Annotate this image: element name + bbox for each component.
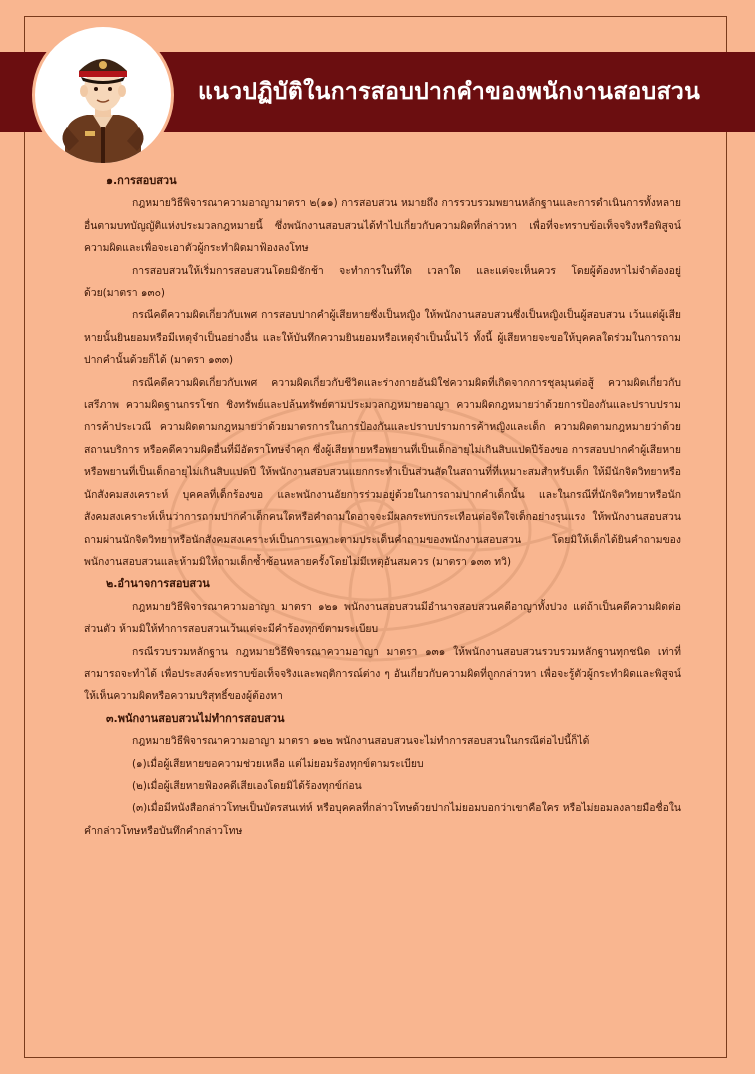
document-body <box>84 170 681 842</box>
section-heading: ๓.พนักงานสอบสวนไม่ทำการสอบสวน <box>106 711 285 725</box>
paragraph: กรณีรวบรวมหลักฐาน กฎหมายวิธีพิจารณาความอาญา มาตรา ๑๓๑ ให้พนักงานสอบสวนรวบรวมหลักฐานทุกชนิด เท่าที่สามารถจะทำได้ เพื่อประสงค์จะทราบข้อเท็จจริงและพฤติการณ์ต่าง ๆ อันเกี่ยวกับความผิดที่ถูกกล่าวหา เพื่อจะรู้ตัวผู้กระทำผิดและพิสูจน์ให้เห็นความผิดหรือความบริสุทธิ์ของผู้ต้องหา <box>84 645 681 703</box>
paragraph: กฎหมายวิธีพิจารณาความอาญามาตรา ๒(๑๑) การสอบสวน หมายถึง การรวบรวมพยานหลักฐานและการดำเนินการทั้งหลายอื่นตามบทบัญญัติแห่งประมวลกฎหมายนี้ ซึ่งพนักงานสอบสวนได้ทำไปเกี่ยวกับความผิดที่กล่าวหา เพื่อที่จะทราบข้อเท็จจริงหรือพิสูจน์ความผิดและเพื่อจะเอาตัวผู้กระทำผิดมาฟ้องลงโทษ <box>84 197 681 255</box>
paragraph: กรณีคดีความผิดเกี่ยวกับเพศ การสอบปากคำผู้เสียหายซึ่งเป็นหญิง ให้พนักงานสอบสวนซึ่งเป็นหญิงเป็นผู้สอบสวน เว้นแต่ผู้เสียหายนั้นยินยอมหรือมีเหตุจำเป็นอย่างอื่น และให้บันทึกความยินยอมหรือเหตุจำเป็นนั้นไว้ ทั้งนี้ ผู้เสียหายจะขอให้บุคคลใดร่วมในการถามปากคำนั้นด้วยก็ได้ (มาตรา ๑๓๓) <box>84 309 681 367</box>
list-item: (๒)เมื่อผู้เสียหายฟ้องคดีเสียเองโดยมิได้ร้องทุกข์ก่อน <box>132 779 362 792</box>
paragraph: กรณีคดีความผิดเกี่ยวกับเพศ ความผิดเกี่ยวกับชีวิตและร่างกายอันมิใช่ความผิดที่เกิดจากการชุลมุนต่อสู้ ความผิดเกี่ยวกับเสรีภาพ ความผิดฐานกรรโชก ชิงทรัพย์และปล้นทรัพย์ตามประมวลกฎหมายอาญา ความผิดกฎหมายว่าด้วยการป้องกันและปราบปรามการค้าประเวณี ความผิดตามกฎหมายว่าด้วยมาตรการในการป้องกันและปราบปรามการค้าหญิงและเด็ก ความผิดตามกฎหมายว่าด้วยสถานบริการ หรือคดีความผิดอื่นที่มีอัตราโทษจำคุก ซึ่งผู้เสียหายหรือพยานที่เป็นเด็กอายุไม่เกินสิบแปดปีร้องขอ การสอบปากคำผู้เสียหายหรือพยานที่เป็นเด็กอายุไม่เกินสิบแปดปี ให้พนักงานสอบสวนแยกกระทำเป็นส่วนสัดในสถานที่ที่เหมาะสมสำหรับเด็ก ให้มีนักจิตวิทยาหรือนักสังคมสงเคราะห์ บุคคลที่เด็กร้องขอ และพนักงานอัยการร่วมอยู่ด้วยในการถามปากคำเด็กนั้น และในกรณีที่นักจิตวิทยาหรือนักสังคมสงเคราะห์เห็นว่าการถามปากคำเด็กคนใดหรือคำถามใดอาจจะมีผลกระทบกระเทือนต่อจิตใจเด็กอย่างรุนแรง ให้พนักงานสอบสวนถามผ่านนักจิตวิทยาหรือนักสังคมสงเคราะห์เป็นการเฉพาะตามประเด็นคำถามของพนักงานสอบสวน โดยมิให้เด็กได้ยินคำถามของพนักงานสอบสวนและห้ามมิให้ถามเด็กซ้ำซ้อนหลายครั้งโดยไม่มีเหตุอันสมควร (มาตรา ๑๓๓ ทวิ) <box>84 376 681 568</box>
police-officer-icon <box>35 27 171 163</box>
list-item: (๑)เมื่อผู้เสียหายขอความช่วยเหลือ แต่ไม่ยอมร้องทุกข์ตามระเบียบ <box>132 757 424 770</box>
section-heading: ๒.อำนาจการสอบสวน <box>106 577 210 591</box>
page-title: แนวปฏิบัติในการสอบปากคำของพนักงานสอบสวน <box>198 79 701 105</box>
paragraph: กฎหมายวิธีพิจารณาความอาญา มาตรา ๑๒๒ พนักงานสอบสวนจะไม่ทำการสอบสวนในกรณีต่อไปนี้ก็ได้ <box>132 735 590 748</box>
paragraph: การสอบสวนให้เริ่มการสอบสวนโดยมิชักช้า จะทำการในที่ใด เวลาใด และแต่จะเห็นควร โดยผู้ต้องหาไม่จำต้องอยู่ด้วย(มาตรา ๑๓๐) <box>84 264 681 300</box>
avatar <box>32 24 174 166</box>
paragraph: กฎหมายวิธีพิจารณาความอาญา มาตรา ๑๒๑ พนักงานสอบสวนมีอำนาจสอบสวนคดีอาญาทั้งปวง แต่ถ้าเป็นคดีความผิดต่อส่วนตัว ห้ามมิให้ทำการสอบสวนเว้นแต่จะมีคำร้องทุกข์ตามระเบียบ <box>84 600 681 636</box>
list-item: (๓)เมื่อมีหนังสือกล่าวโทษเป็นบัตรสนเท่ห์ หรือบุคคลที่กล่าวโทษด้วยปากไม่ยอมบอกว่าเขาคือใคร หรือไม่ยอมลงลายมือชื่อในคำกล่าวโทษหรือบันทึกคำกล่าวโทษ <box>84 802 681 837</box>
section-heading: ๑.การสอบสวน <box>106 174 177 187</box>
